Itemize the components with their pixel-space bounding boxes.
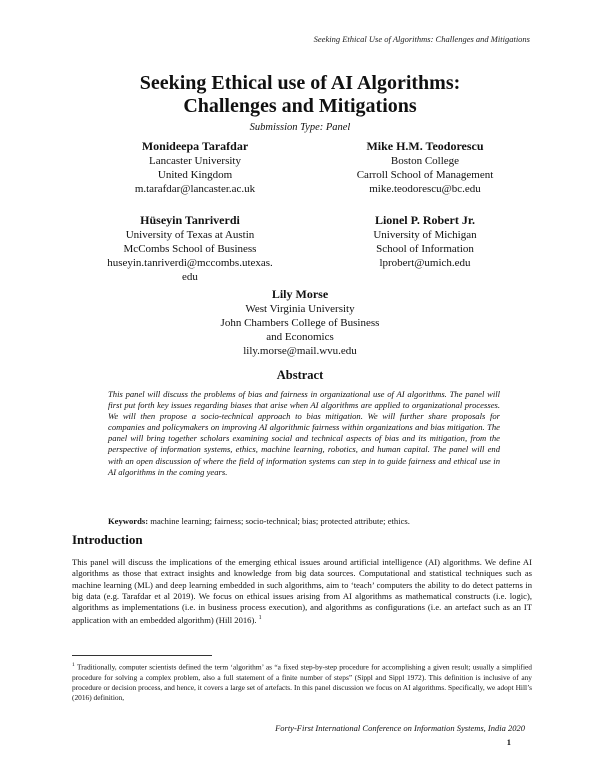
paper-title: [60, 72, 540, 118]
introduction-heading: Introduction: [72, 532, 143, 547]
footnote-reference: 1: [258, 615, 262, 622]
author-affiliation: University of Michigan: [373, 229, 477, 241]
author-school: John Chambers College of Business: [220, 317, 380, 329]
author-email: m.tarafdar@lancaster.ac.uk: [134, 183, 256, 195]
footnote: [72, 660, 532, 704]
abstract-heading: Abstract: [276, 368, 324, 382]
author-affiliation: University of Texas at Austin: [125, 229, 255, 241]
paper-title-line-1: Seeking Ethical use of AI Algorithms:: [139, 72, 461, 94]
author-name: Lily Morse: [271, 287, 329, 301]
keywords-label: Keywords:: [108, 516, 149, 526]
author-block: [320, 213, 530, 270]
author-school-continued: and Economics: [266, 331, 334, 343]
author-email-continued: edu: [182, 271, 198, 283]
author-email: lprobert@umich.edu: [379, 257, 471, 269]
introduction-text: This panel will discuss the implications of the emerging ethical issues around artificial intelligence (AI) algorithms. We define AI algorithms as those that extract insights and knowledge from big data sources. Computational and statistical techniques such as machine learning (ML) and deep learning embedded in such algorithms, aim to ‘teach’ computers the ability to do detect patterns in big data (e.g. Tarafdar et al 2019). We focus on ethical issues arising from AI algorithms as mathematical constructs (i.e. logic), algorithms as implementations (i.e. in business process execution), and algorithms as configurations (i.e. an artefact such as an IT application with an embedded algorithm) (Hill 2016).: [72, 557, 532, 626]
author-block: [150, 287, 450, 358]
keywords-text: machine learning; fairness; socio-technical; bias; protected attribute; ethics.: [150, 516, 410, 526]
author-name: Hüseyin Tanriverdi: [140, 213, 240, 227]
author-school: Carroll School of Management: [356, 169, 494, 181]
footer-conference: Forty-First International Conference on Information Systems, India 2020: [275, 723, 525, 733]
author-school: McCombs School of Business: [123, 243, 257, 255]
author-block: [90, 139, 300, 196]
author-affiliation: Lancaster University: [149, 155, 241, 167]
author-affiliation: West Virginia University: [245, 303, 355, 315]
author-block: [320, 139, 530, 196]
abstract-text: This panel will discuss the problems of bias and fairness in organizational use of AI algorithms. The panel will first put forth key issues regarding biases that arise when AI algorithms are applied to organizational processes. We will then propose a socio-technical approach to bias mitigation. We will further share proposals for companies and policymakers on improving AI algorithmic fairness within organizations and bias mitigation. The panel will bring together scholars examining social and technical aspects of bias and its mitigation, from the perspective of information systems, ethics, machine learning, robotics, and human capital. The panel will end with an open discussion of where the field of information systems can step in to guide fairness and ethical use in AI algorithms in the coming years.: [108, 389, 500, 477]
paper-title-line-2: Challenges and Mitigations: [183, 95, 417, 117]
keywords: [108, 516, 508, 526]
author-school: School of Information: [376, 243, 474, 255]
introduction-paragraph: [72, 557, 532, 627]
footnote-text: Traditionally, computer scientists defined the term ‘algorithm’ as “a fixed step-by-step procedure for accomplishing a given result; usually a simplified procedure for solving a complex problem, also a full statement of a finite number of steps” (Sippl and Sippl 1972). This definition is inclusive of any procedure or decision process, and hence, it covers a large set of artefacts. In this panel discussion we focus on AI algorithms. Specifically, we adopt Hill’s (2016) definition,: [72, 662, 533, 703]
footnote-divider: [72, 655, 212, 656]
author-email: lily.morse@mail.wvu.edu: [243, 345, 357, 357]
author-name: Mike H.M. Teodorescu: [366, 139, 484, 153]
author-country: United Kingdom: [157, 169, 233, 181]
page-number: 1: [506, 737, 511, 747]
footnote-marker: 1: [72, 662, 75, 668]
running-header: Seeking Ethical Use of Algorithms: Challenges and Mitigations: [313, 34, 530, 44]
author-name: Lionel P. Robert Jr.: [374, 213, 476, 227]
author-name: Monideepa Tarafdar: [141, 139, 249, 153]
author-email: huseyin.tanriverdi@mccombs.utexas.: [107, 257, 273, 269]
author-block: [70, 213, 310, 284]
submission-type: Submission Type: Panel: [249, 122, 351, 133]
author-affiliation: Boston College: [390, 155, 460, 167]
author-email: mike.teodorescu@bc.edu: [369, 183, 481, 195]
